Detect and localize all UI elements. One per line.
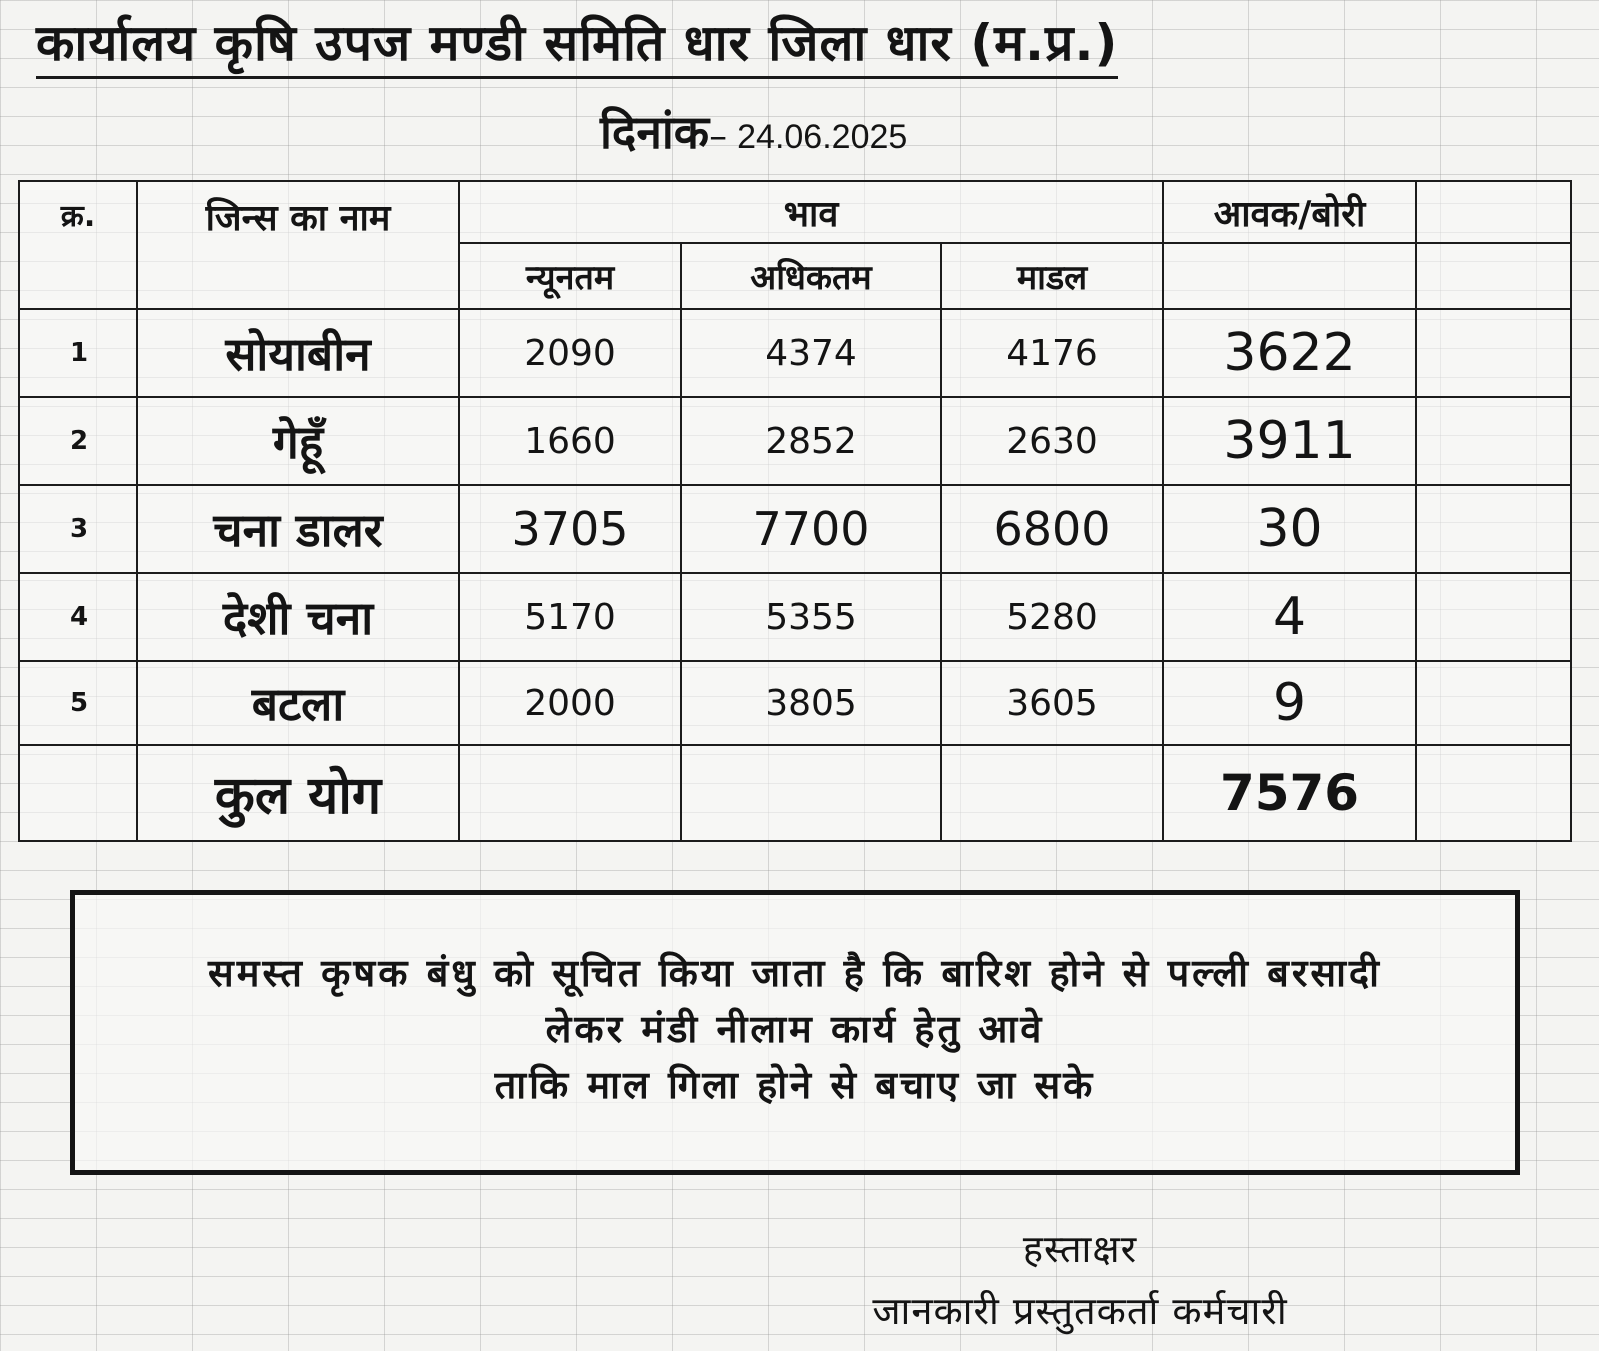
- col-serial-header: क्र.: [19, 181, 137, 309]
- empty-cell: [1416, 745, 1571, 841]
- date-line: [600, 102, 907, 173]
- model-price-cell: 3605: [941, 661, 1163, 745]
- max-price-cell: 3805: [681, 661, 941, 745]
- table-row: [19, 661, 1571, 745]
- serial-cell: 5: [19, 661, 137, 745]
- max-price-cell: 4374: [681, 309, 941, 397]
- min-price-cell: 1660: [459, 397, 681, 485]
- arrival-cell: 30: [1163, 485, 1416, 573]
- arrival-cell: 4: [1163, 573, 1416, 661]
- serial-cell: 2: [19, 397, 137, 485]
- empty-cell: [941, 745, 1163, 841]
- signature-designation: जानकारी प्रस्तुतकर्ता कर्मचारी: [872, 1289, 1288, 1333]
- notice-line: लेकर मंडी नीलाम कार्य हेतु आवे: [545, 1007, 1045, 1051]
- total-label: कुल योग: [137, 745, 459, 841]
- serial-cell: 4: [19, 573, 137, 661]
- model-price-cell: 5280: [941, 573, 1163, 661]
- max-price-cell: 2852: [681, 397, 941, 485]
- table-row: [19, 397, 1571, 485]
- col-model-header: माडल: [941, 243, 1163, 309]
- col-arrival-header: आवक/बोरी: [1163, 181, 1416, 243]
- total-row: [19, 745, 1571, 841]
- mandi-rate-table: [18, 180, 1572, 842]
- empty-cell: [1416, 309, 1571, 397]
- min-price-cell: 3705: [459, 485, 681, 573]
- empty-cell: [19, 745, 137, 841]
- model-price-cell: 4176: [941, 309, 1163, 397]
- max-price-cell: 7700: [681, 485, 941, 573]
- arrival-cell: 9: [1163, 661, 1416, 745]
- arrival-cell: 3911: [1163, 397, 1416, 485]
- commodity-name-cell: चना डालर: [137, 485, 459, 573]
- farmer-notice-box: [70, 890, 1520, 1175]
- table-row: [19, 309, 1571, 397]
- date-separator: –: [709, 116, 728, 157]
- min-price-cell: 5170: [459, 573, 681, 661]
- date-label: दिनांक: [600, 105, 710, 159]
- table-row: [19, 485, 1571, 573]
- office-title: कार्यालय कृषि उपज मण्डी समिति धार जिला धार (म.प्र.): [36, 10, 1118, 79]
- model-price-cell: 2630: [941, 397, 1163, 485]
- min-price-cell: 2000: [459, 661, 681, 745]
- commodity-name-cell: देशी चना: [137, 573, 459, 661]
- empty-cell: [1416, 661, 1571, 745]
- empty-cell: [1416, 485, 1571, 573]
- max-price-cell: 5355: [681, 573, 941, 661]
- commodity-name-cell: गेहूँ: [137, 397, 459, 485]
- signature-label: हस्ताक्षर: [1022, 1227, 1138, 1271]
- notice-line: समस्त कृषक बंधु को सूचित किया जाता है कि बारिश होने से पल्ली बरसादी: [208, 951, 1382, 995]
- col-min-header: न्यूनतम: [459, 243, 681, 309]
- serial-cell: 1: [19, 309, 137, 397]
- commodity-name-cell: बटला: [137, 661, 459, 745]
- empty-header-cell: [1416, 181, 1571, 243]
- col-price-group-header: भाव: [459, 181, 1163, 243]
- empty-cell: [1416, 573, 1571, 661]
- empty-cell: [1416, 397, 1571, 485]
- min-price-cell: 2090: [459, 309, 681, 397]
- arrival-cell: 3622: [1163, 309, 1416, 397]
- col-name-header: जिन्स का नाम: [137, 181, 459, 309]
- commodity-name-cell: सोयाबीन: [137, 309, 459, 397]
- total-arrival-value: 7576: [1163, 745, 1416, 841]
- date-value: 24.06.2025: [737, 118, 908, 156]
- table-row: [19, 573, 1571, 661]
- table-header-row: [19, 181, 1571, 243]
- col-max-header: अधिकतम: [681, 243, 941, 309]
- empty-cell: [459, 745, 681, 841]
- notice-line: ताकि माल गिला होने से बचाए जा सके: [494, 1063, 1096, 1107]
- empty-subheader-cell: [1163, 243, 1416, 309]
- model-price-cell: 6800: [941, 485, 1163, 573]
- empty-cell: [681, 745, 941, 841]
- signature-block: [800, 1218, 1360, 1342]
- serial-cell: 3: [19, 485, 137, 573]
- empty-subheader-cell: [1416, 243, 1571, 309]
